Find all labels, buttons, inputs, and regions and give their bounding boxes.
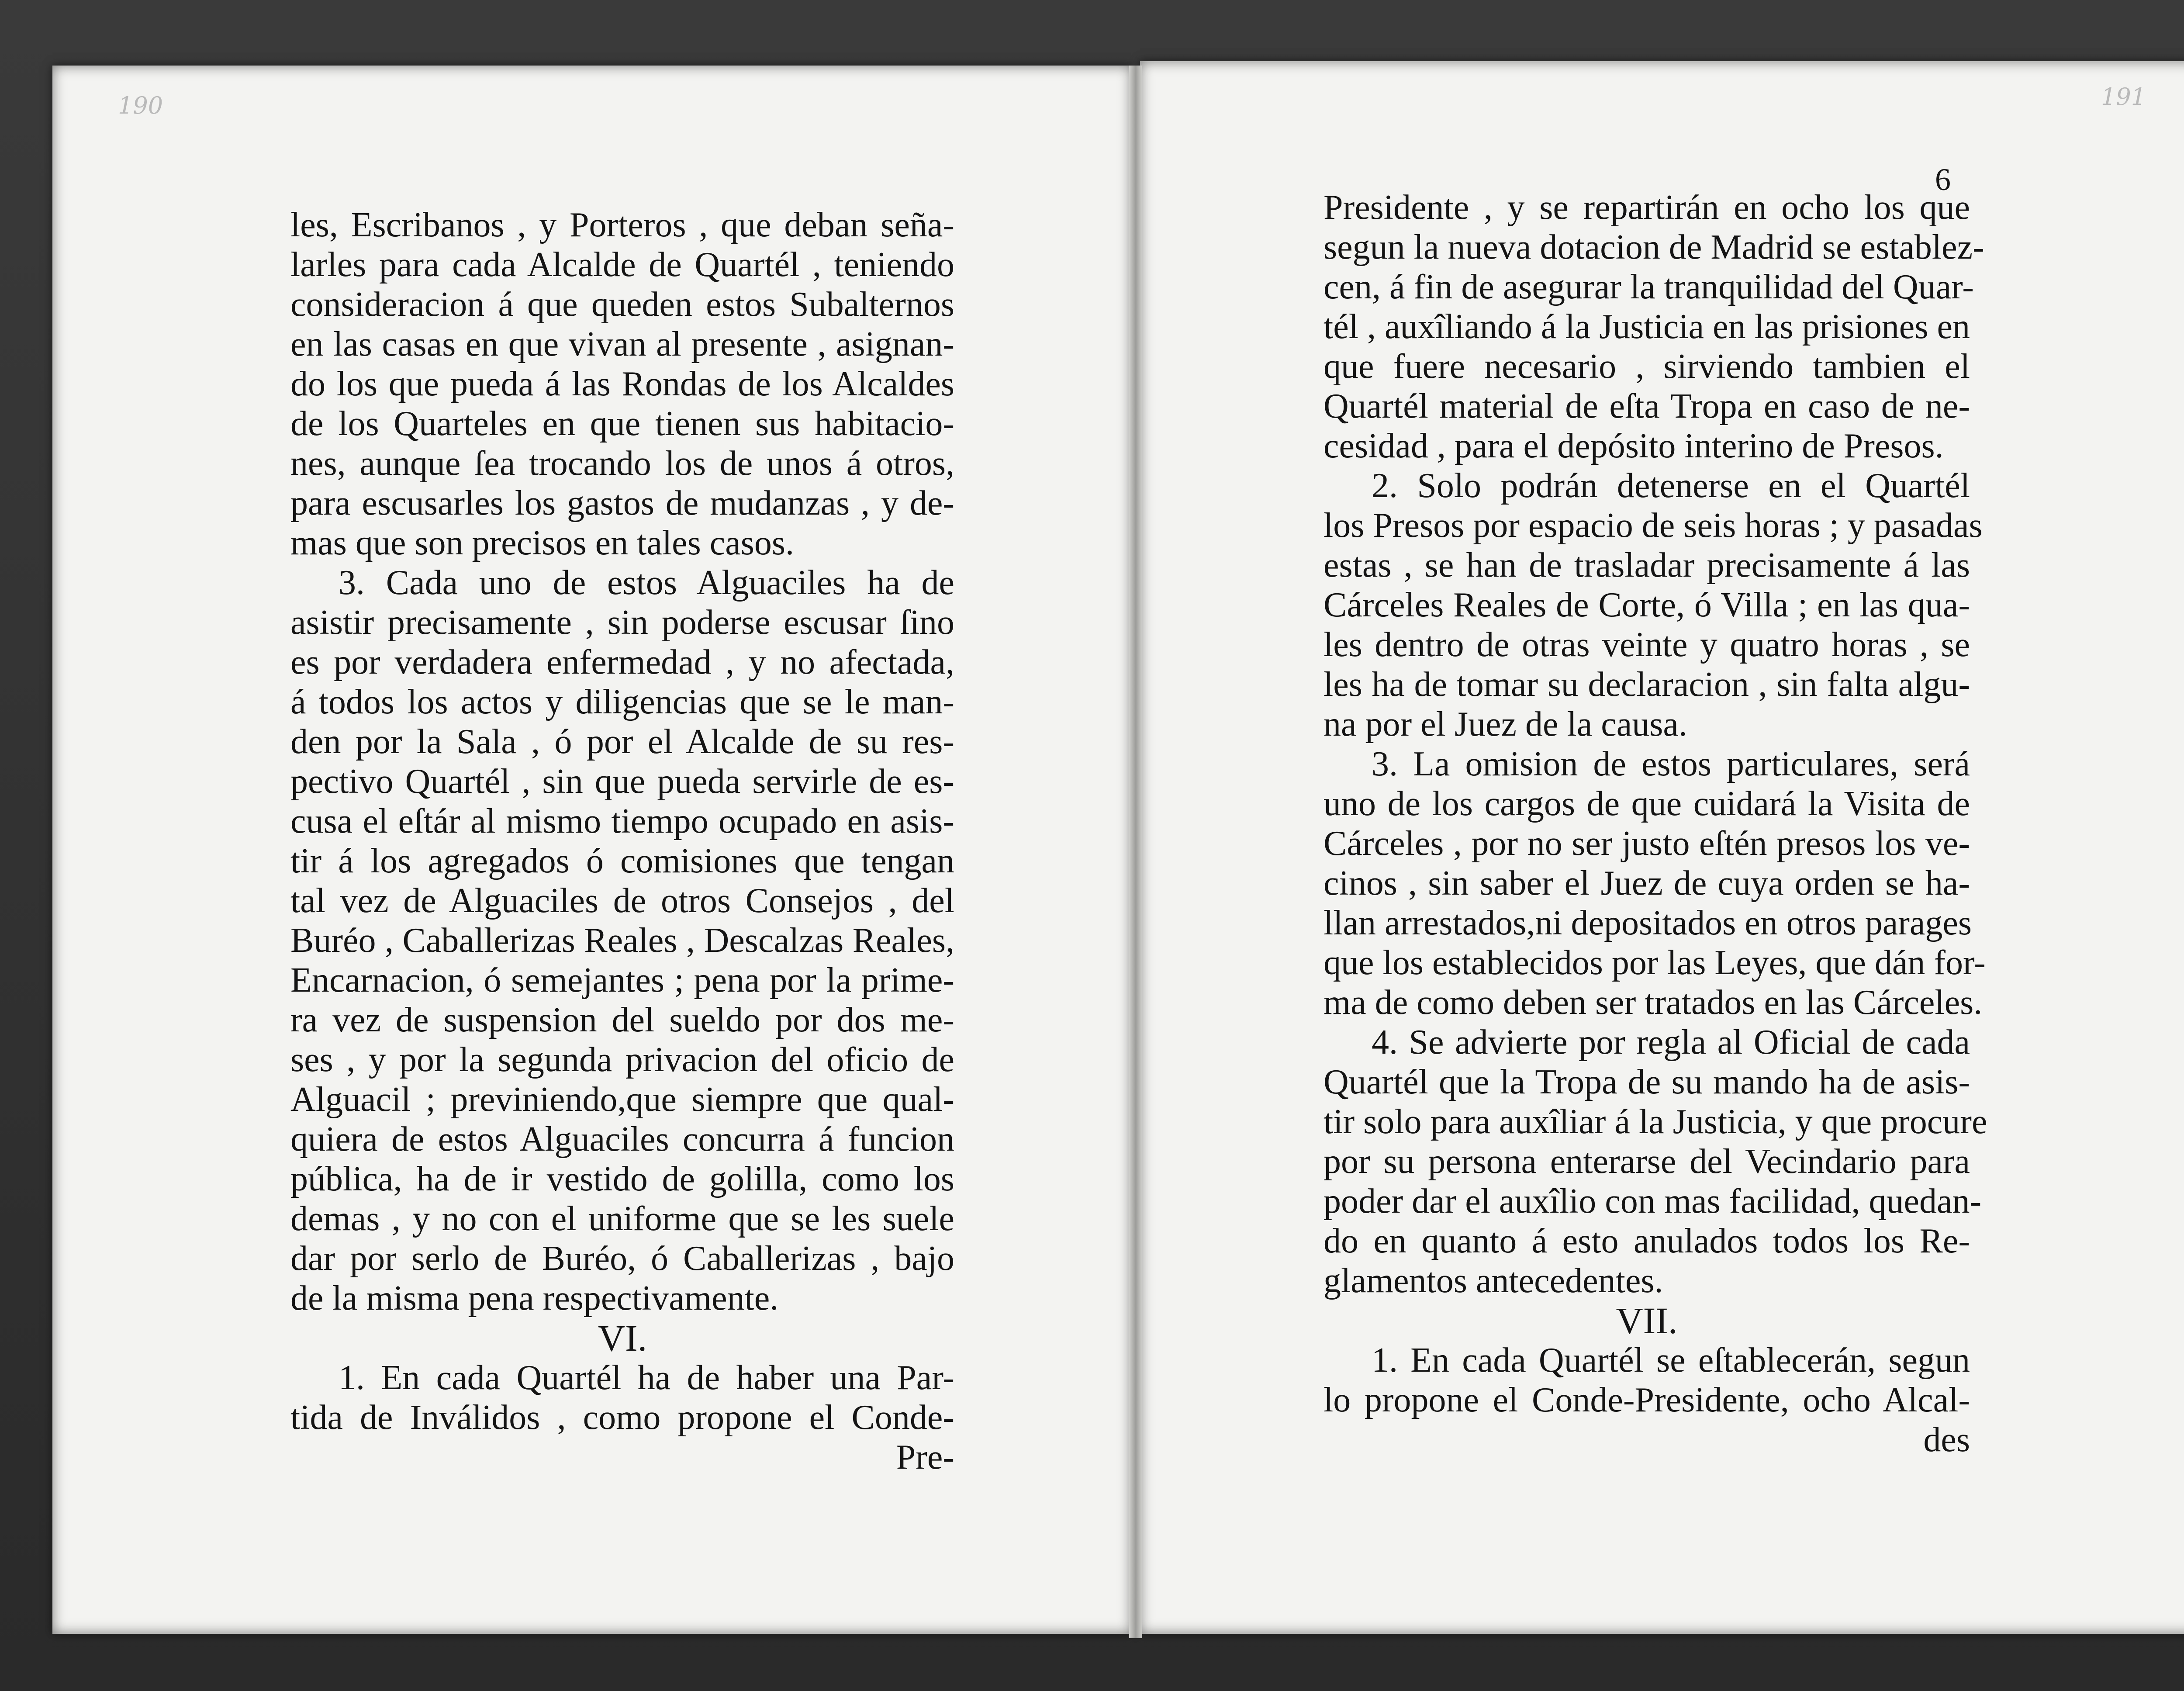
text-line: que fuere necesario , sirviendo tambien el — [1324, 347, 1970, 386]
text-line: pectivo Quartél , sin que pueda servirle de es- — [290, 762, 954, 801]
text-line: Encarnacion, ó semejantes ; pena por la prime- — [290, 961, 954, 999]
section-heading: VI. — [598, 1317, 647, 1359]
text-line: les dentro de otras veinte y quatro horas , se — [1324, 626, 1970, 664]
text-line: na por el Juez de la causa. — [1324, 705, 1687, 743]
text-line: cusa el eſtár al mismo tiempo ocupado en asis- — [290, 802, 954, 840]
text-line: mas que son precisos en tales casos. — [290, 524, 795, 562]
text-line: tir solo para auxîliar á la Justicia, y que procure — [1324, 1103, 1987, 1141]
text-line: demas , y no con el uniforme que se les suele — [290, 1200, 954, 1238]
text-line: nes, aunque ſea trocando los de unos á otros, — [290, 444, 954, 483]
right-page-text — [1324, 188, 1987, 1460]
text-line: de la misma pena respectivamente. — [290, 1279, 779, 1318]
book-gutter — [1129, 66, 1142, 1638]
text-line: do en quanto á esto anulados todos los Re- — [1324, 1222, 1970, 1260]
text-line: Quartél que la Tropa de su mando ha de asis- — [1324, 1063, 1970, 1101]
text-line: glamentos antecedentes. — [1324, 1262, 1663, 1300]
section-heading: VII. — [1616, 1300, 1678, 1342]
text-line: para escusarles los gastos de mudanzas , y de- — [290, 484, 954, 522]
text-line: uno de los cargos de que cuidará la Visita de — [1324, 785, 1970, 823]
text-line: asistir precisamente , sin poderse escusar ſino — [290, 603, 954, 642]
paragraph-start: 1. En cada Quartél ha de haber una Par- — [339, 1359, 954, 1397]
catchword: Pre- — [896, 1438, 954, 1477]
text-line: cinos , sin saber el Juez de cuya orden se ha- — [1324, 864, 1970, 903]
text-line: den por la Sala , ó por el Alcalde de su res- — [290, 723, 954, 761]
text-line: tida de Inválidos , como propone el Conde- — [290, 1398, 954, 1437]
paragraph-start: 2. Solo podrán detenerse en el Quartél — [1372, 467, 1970, 505]
text-line: en las casas en que vivan al presente , asignan- — [290, 325, 954, 363]
text-line: á todos los actos y diligencias que se le man- — [290, 683, 954, 721]
text-line: de los Quarteles en que tienen sus habitacio- — [290, 405, 954, 443]
page-number: 6 — [1935, 162, 1951, 197]
paragraph-start: 3. La omision de estos particulares, será — [1372, 745, 1970, 783]
text-line: que los establecidos por las Leyes, que dán for- — [1324, 944, 1986, 982]
text-line: dar por serlo de Buréo, ó Caballerizas , bajo — [290, 1239, 954, 1278]
text-line: ra vez de suspension del sueldo por dos me- — [290, 1001, 954, 1039]
text-line: por su persona enterarse del Vecindario para — [1324, 1142, 1970, 1181]
catchword: des — [1923, 1421, 1970, 1459]
text-line: poder dar el auxîlio con mas facilidad, quedan- — [1324, 1182, 1982, 1221]
text-line: Cárceles Reales de Corte, ó Villa ; en las qua- — [1324, 586, 1970, 624]
left-page-text — [290, 205, 954, 1477]
text-line: consideracion á que queden estos Subalternos — [290, 285, 954, 324]
text-line: estas , se han de trasladar precisamente á las — [1324, 546, 1970, 584]
text-line: Presidente , y se repartirán en ocho los que — [1324, 188, 1970, 227]
paragraph-start: 4. Se advierte por regla al Oficial de cada — [1372, 1023, 1970, 1062]
text-line: ma de como deben ser tratados en las Cárceles. — [1324, 983, 1983, 1022]
text-line: lo propone el Conde-Presidente, ocho Alcal- — [1324, 1381, 1970, 1419]
text-line: ses , y por la segunda privacion del oficio de — [290, 1041, 954, 1079]
text-line: llan arrestados,ni depositados en otros parages — [1324, 904, 1972, 942]
text-line: es por verdadera enfermedad , y no afectada, — [290, 643, 954, 681]
text-line: do los que pueda á las Rondas de los Alcaldes — [290, 365, 954, 403]
text-line: les, Escribanos , y Porteros , que deban seña- — [290, 206, 954, 244]
text-line: Quartél material de eſta Tropa en caso de ne- — [1324, 387, 1970, 425]
text-line: Buréo , Caballerizas Reales , Descalzas Reales, — [290, 921, 954, 960]
text-line: cen, á fin de asegurar la tranquilidad del Quar- — [1324, 268, 1974, 306]
text-line: quiera de estos Alguaciles concurra á funcion — [290, 1120, 954, 1158]
text-line: pública, ha de ir vestido de golilla, como los — [290, 1160, 954, 1198]
text-line: los Presos por espacio de seis horas ; y pasadas — [1324, 506, 1983, 545]
pencil-folio-left: 190 — [118, 92, 163, 119]
text-line: tél , auxîliando á la Justicia en las prisiones en — [1324, 308, 1970, 346]
pencil-folio-right: 191 — [2101, 83, 2146, 111]
text-line: Alguacil ; previniendo,que siempre que qual- — [290, 1080, 954, 1119]
paragraph-start: 3. Cada uno de estos Alguaciles ha de — [339, 564, 954, 602]
text-line: larles para cada Alcalde de Quartél , teniendo — [290, 246, 954, 284]
text-line: segun la nueva dotacion de Madrid se establez- — [1324, 228, 1984, 266]
paragraph-start: 1. En cada Quartél se eſtablecerán, segun — [1372, 1341, 1970, 1380]
text-line: tal vez de Alguaciles de otros Consejos , del — [290, 882, 954, 920]
text-line: les ha de tomar su declaracion , sin falta algu- — [1324, 665, 1970, 704]
text-line: Cárceles , por no ser justo eſtén presos los ve- — [1324, 824, 1970, 863]
text-line: cesidad , para el depósito interino de Presos. — [1324, 427, 1944, 465]
text-line: tir á los agregados ó comisiones que tengan — [290, 842, 954, 880]
